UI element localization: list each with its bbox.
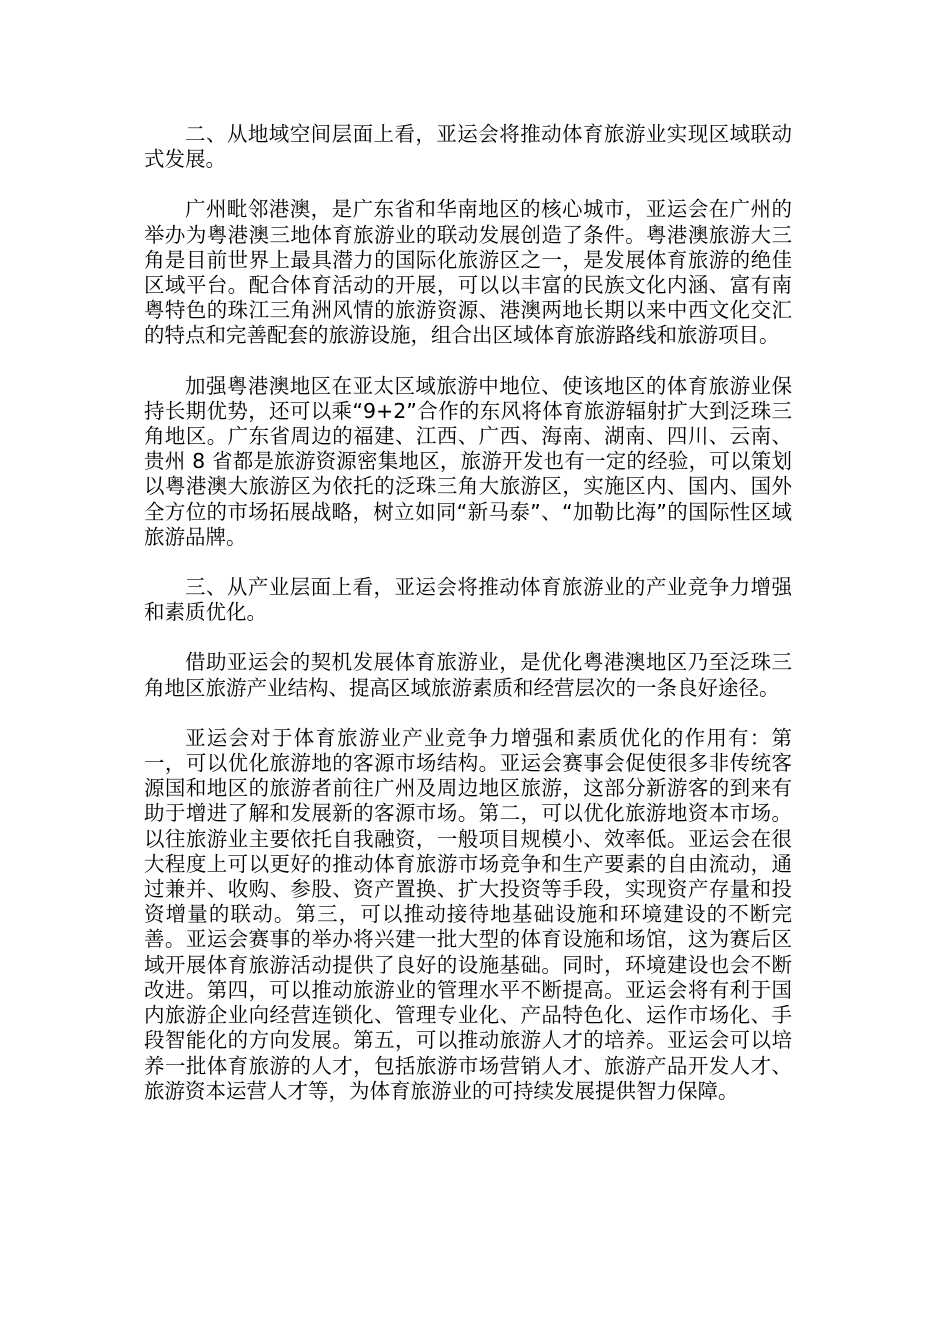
section-heading-industry: 三、从产业层面上看，亚运会将推动体育旅游业的产业竞争力增强和素质优化。 <box>144 575 792 625</box>
body-paragraph: 亚运会对于体育旅游业产业竞争力增强和素质优化的作用有：第一，可以优化旅游地的客源市场结构。亚运会赛事会促使很多非传统客源国和地区的旅游者前往广州及周边地区旅游，这部分新游客的到来有助于增进了解和发展新的客源市场。第二，可以优化旅游地资本市场。以往旅游业主要依托自我融资，一般项目规模小、效率低。亚运会在很大程度上可以更好的推动体育旅游市场竞争和生产要素的自由流动，通过兼并、收购、参股、资产置换、扩大投资等手段，实现资产存量和投资增量的联动。第三，可以推动接待地基础设施和环境建设的不断完善。亚运会赛事的举办将兴建一批大型的体育设施和场馆，这为赛后区域开展体育旅游活动提供了良好的设施基础。同时，环境建设也会不断改进。第四，可以推动旅游业的管理水平不断提高。亚运会将有利于国内旅游企业向经营连锁化、管理专业化、产品特色化、运作市场化、手段智能化的方向发展。第五，可以推动旅游人才的培养。亚运会可以培养一批体育旅游的人才，包括旅游市场营销人才、旅游产品开发人才、旅游资本运营人才等，为体育旅游业的可持续发展提供智力保障。 <box>144 725 792 1103</box>
body-paragraph: 借助亚运会的契机发展体育旅游业，是优化粤港澳地区乃至泛珠三角地区旅游产业结构、提高区域旅游素质和经营层次的一条良好途径。 <box>144 650 792 700</box>
document-page <box>144 122 792 1129</box>
body-paragraph: 广州毗邻港澳，是广东省和华南地区的核心城市，亚运会在广州的举办为粤港澳三地体育旅游业的联动发展创造了条件。粤港澳旅游大三角是目前世界上最具潜力的国际化旅游区之一，是发展体育旅游的绝佳区域平台。配合体育活动的开展，可以以丰富的民族文化内涵、富有南粤特色的珠江三角洲风情的旅游资源、港澳两地长期以来中西文化交汇的特点和完善配套的旅游设施，组合出区域体育旅游路线和旅游项目。 <box>144 197 792 348</box>
section-heading-regional: 二、从地域空间层面上看，亚运会将推动体育旅游业实现区域联动式发展。 <box>144 122 792 172</box>
body-paragraph: 加强粤港澳地区在亚太区域旅游中地位、使该地区的体育旅游业保持长期优势，还可以乘“9+2”合作的东风将体育旅游辐射扩大到泛珠三角地区。广东省周边的福建、江西、广西、海南、湖南、四川、云南、贵州 8 省都是旅游资源密集地区，旅游开发也有一定的经验，可以策划以粤港澳大旅游区为依托的泛珠三角大旅游区，实施区内、国内、国外全方位的市场拓展战略，树立如同“新马泰”、“加勒比海”的国际性区域旅游品牌。 <box>144 373 792 549</box>
